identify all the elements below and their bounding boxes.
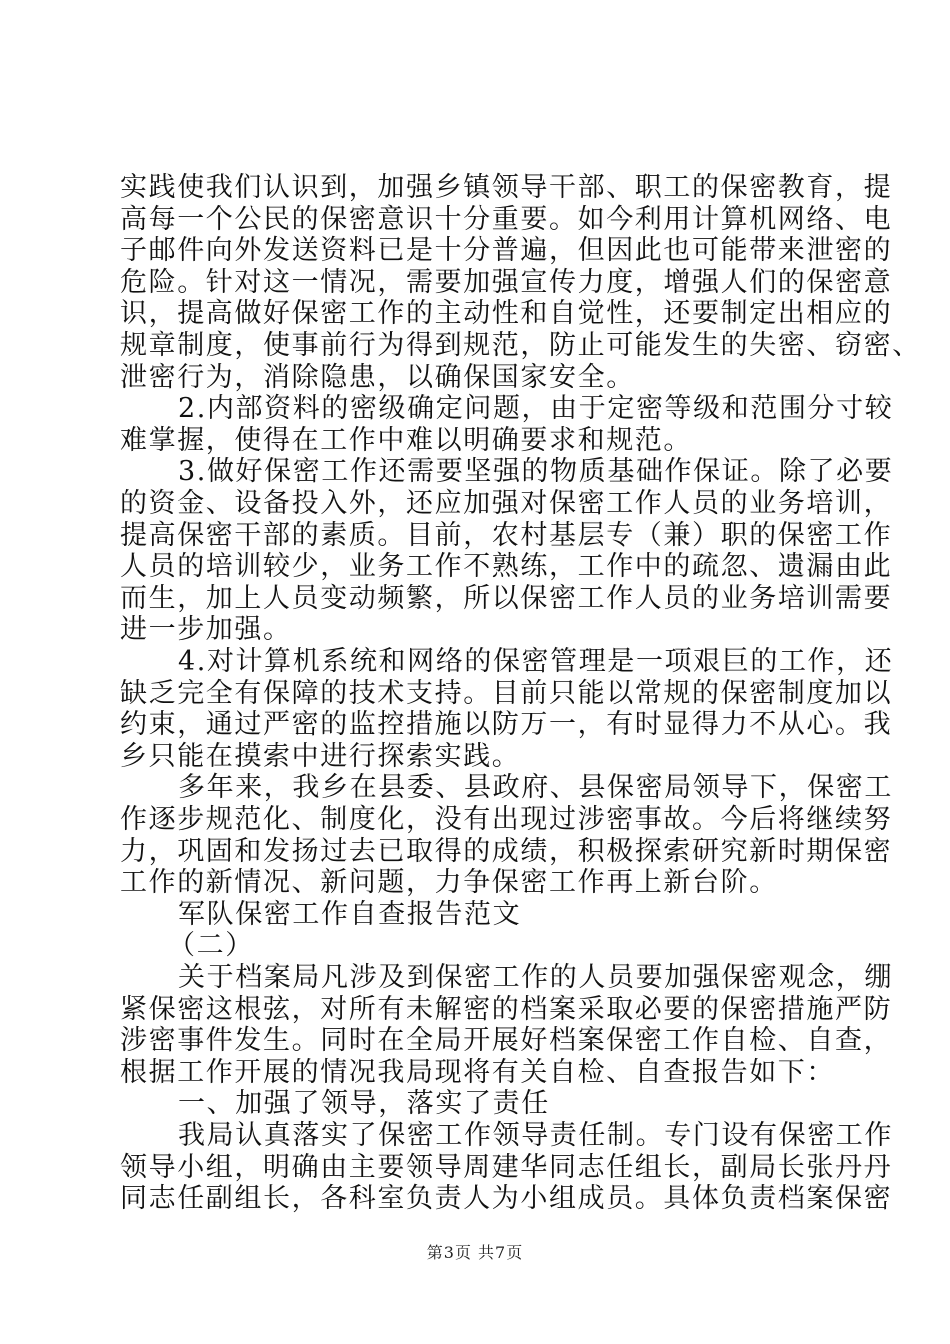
text-line: 作逐步规范化、制度化，没有出现过涉密事故。今后将继续努 (120, 804, 893, 835)
text-line: 4.对计算机系统和网络的保密管理是一项艰巨的工作，还 (178, 646, 894, 677)
text-line: 工作的新情况、新问题，力争保密工作再上新台阶。 (120, 867, 778, 898)
section-number: （二） (168, 930, 254, 961)
text-line: 人员的培训较少，业务工作不熟练，工作中的疏忽、遗漏由此 (120, 551, 893, 582)
text-line: 约束，通过严密的监控措施以防万一，有时显得力不从心。我 (120, 709, 893, 740)
text-line: 同志任副组长，各科室负责人为小组成员。具体负责档案保密 (120, 1183, 893, 1214)
text-line: 泄密行为，消除隐患，以确保国家安全。 (120, 362, 635, 393)
text-line: 进一步加强。 (120, 614, 292, 645)
text-line: 难掌握，使得在工作中难以明确要求和规范。 (120, 425, 692, 456)
text-line: 力，巩固和发扬过去已取得的成绩，积极探索研究新时期保密 (120, 836, 893, 867)
text-line: 而生，加上人员变动频繁，所以保密工作人员的业务培训需要 (120, 583, 893, 614)
page-number-label: 第3页 共7页 (426, 1243, 524, 1262)
page-footer (0, 1240, 950, 1263)
text-line: 子邮件向外发送资料已是十分普遍，但因此也可能带来泄密的 (120, 235, 893, 266)
section-heading: 军队保密工作自查报告范文 (178, 899, 522, 930)
text-line: 紧保密这根弦，对所有未解密的档案采取必要的保密措施严防 (120, 994, 893, 1025)
text-line: 高每一个公民的保密意识十分重要。如今利用计算机网络、电 (120, 204, 893, 235)
section-heading: 一、加强了领导，落实了责任 (178, 1088, 550, 1119)
text-line: 危险。针对这一情况，需要加强宣传力度，增强人们的保密意 (120, 267, 893, 298)
text-line: 2.内部资料的密级确定问题，由于定密等级和范围分寸较 (178, 393, 894, 424)
text-line: 实践使我们认识到，加强乡镇领导干部、职工的保密教育，提 (120, 172, 893, 203)
text-line: 规章制度，使事前行为得到规范，防止可能发生的失密、窃密、 (120, 330, 921, 361)
text-line: 领导小组，明确由主要领导周建华同志任组长，副局长张丹丹 (120, 1152, 893, 1183)
text-line: 涉密事件发生。同时在全局开展好档案保密工作自检、自查， (120, 1025, 893, 1056)
text-line: 缺乏完全有保障的技术支持。目前只能以常规的保密制度加以 (120, 678, 893, 709)
text-line: 乡只能在摸索中进行探索实践。 (120, 741, 521, 772)
text-line: 的资金、设备投入外，还应加强对保密工作人员的业务培训， (120, 488, 893, 519)
text-line: 根据工作开展的情况我局现将有关自检、自查报告如下： (120, 1057, 835, 1088)
text-line: 提高保密干部的素质。目前，农村基层专（兼）职的保密工作 (120, 520, 893, 551)
text-line: 多年来，我乡在县委、县政府、县保密局领导下，保密工 (178, 772, 893, 803)
text-line: 3.做好保密工作还需要坚强的物质基础作保证。除了必要 (178, 456, 894, 487)
text-line: 关于档案局凡涉及到保密工作的人员要加强保密观念，绷 (178, 962, 893, 993)
text-line: 识，提高做好保密工作的主动性和自觉性，还要制定出相应的 (120, 298, 893, 329)
text-line: 我局认真落实了保密工作领导责任制。专门设有保密工作 (178, 1120, 893, 1151)
